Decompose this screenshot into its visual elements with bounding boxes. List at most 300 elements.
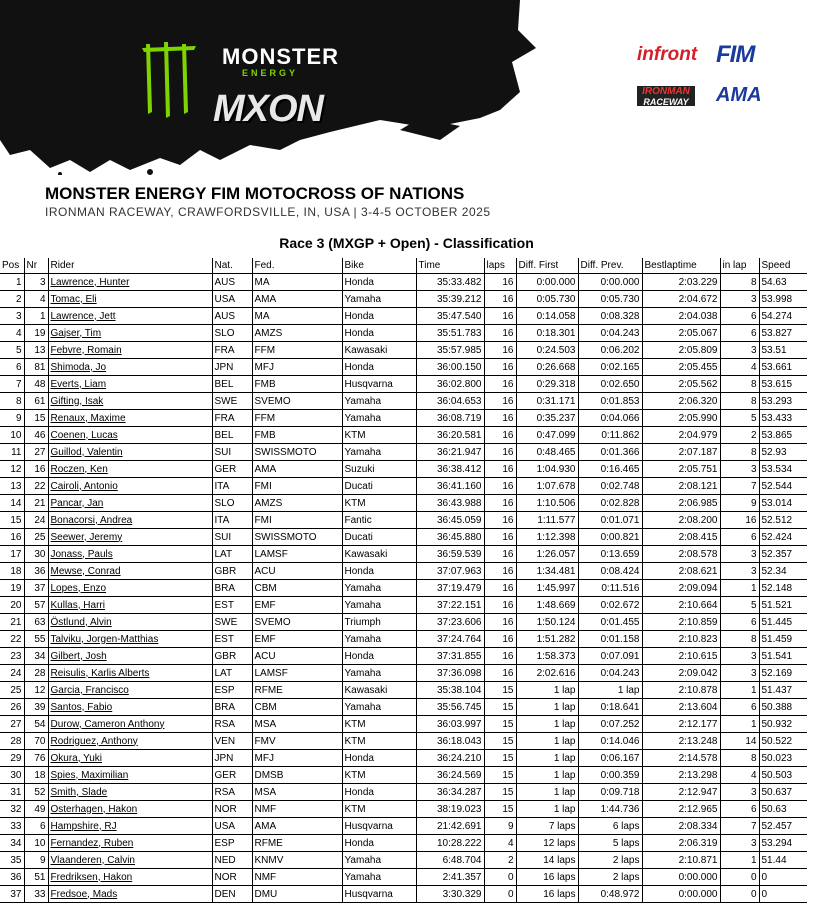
cell-laps: 16 bbox=[484, 614, 516, 631]
cell-in-lap: 3 bbox=[720, 461, 759, 478]
cell-diff-prev: 0:02.650 bbox=[578, 376, 642, 393]
table-row bbox=[0, 274, 807, 291]
cell-rider[interactable]: Fredriksen, Hakon bbox=[48, 869, 212, 886]
cell-diff-prev: 0:13.659 bbox=[578, 546, 642, 563]
cell-laps: 15 bbox=[484, 784, 516, 801]
cell-best-lap: 2:10.871 bbox=[642, 852, 720, 869]
cell-rider[interactable]: Febvre, Romain bbox=[48, 342, 212, 359]
cell-rider[interactable]: Fredsoe, Mads bbox=[48, 886, 212, 903]
cell-laps: 15 bbox=[484, 699, 516, 716]
cell-time: 37:19.479 bbox=[416, 580, 484, 597]
cell-bike: Triumph bbox=[342, 614, 416, 631]
cell-nat: ITA bbox=[212, 478, 252, 495]
col-header: Pos bbox=[0, 258, 24, 274]
cell-fed: AMZS bbox=[252, 495, 342, 512]
table-row bbox=[0, 376, 807, 393]
cell-rider[interactable]: Lawrence, Hunter bbox=[48, 274, 212, 291]
cell-best-lap: 2:05.809 bbox=[642, 342, 720, 359]
cell-nr: 37 bbox=[24, 580, 48, 597]
cell-best-lap: 2:13.248 bbox=[642, 733, 720, 750]
cell-rider[interactable]: Seewer, Jeremy bbox=[48, 529, 212, 546]
cell-diff-prev: 0:11.516 bbox=[578, 580, 642, 597]
cell-bike: Honda bbox=[342, 835, 416, 852]
cell-rider[interactable]: Fernandez, Ruben bbox=[48, 835, 212, 852]
cell-rider[interactable]: Gajser, Tim bbox=[48, 325, 212, 342]
cell-speed: 53.534 bbox=[759, 461, 807, 478]
cell-in-lap: 8 bbox=[720, 274, 759, 291]
cell-speed: 50.388 bbox=[759, 699, 807, 716]
results-table bbox=[0, 258, 807, 903]
cell-laps: 16 bbox=[484, 597, 516, 614]
cell-time: 36:04.653 bbox=[416, 393, 484, 410]
cell-time: 37:31.855 bbox=[416, 648, 484, 665]
cell-nr: 81 bbox=[24, 359, 48, 376]
cell-pos: 12 bbox=[0, 461, 24, 478]
cell-best-lap: 2:06.320 bbox=[642, 393, 720, 410]
cell-nr: 9 bbox=[24, 852, 48, 869]
cell-bike: Yamaha bbox=[342, 869, 416, 886]
cell-best-lap: 2:05.067 bbox=[642, 325, 720, 342]
cell-rider[interactable]: Talviku, Jorgen-Matthias bbox=[48, 631, 212, 648]
cell-pos: 21 bbox=[0, 614, 24, 631]
cell-laps: 16 bbox=[484, 444, 516, 461]
cell-bike: Yamaha bbox=[342, 393, 416, 410]
cell-bike: KTM bbox=[342, 495, 416, 512]
cell-nr: 48 bbox=[24, 376, 48, 393]
cell-time: 36:45.880 bbox=[416, 529, 484, 546]
cell-nat: GER bbox=[212, 461, 252, 478]
cell-pos: 6 bbox=[0, 359, 24, 376]
cell-diff-first: 0:18.301 bbox=[516, 325, 578, 342]
cell-speed: 53.014 bbox=[759, 495, 807, 512]
cell-time: 36:03.997 bbox=[416, 716, 484, 733]
cell-bike: Ducati bbox=[342, 478, 416, 495]
cell-speed: 50.932 bbox=[759, 716, 807, 733]
cell-bike: Husqvarna bbox=[342, 376, 416, 393]
cell-in-lap: 8 bbox=[720, 444, 759, 461]
cell-in-lap: 3 bbox=[720, 342, 759, 359]
cell-bike: Kawasaki bbox=[342, 342, 416, 359]
cell-rider[interactable]: Coenen, Lucas bbox=[48, 427, 212, 444]
cell-diff-first: 1 lap bbox=[516, 716, 578, 733]
cell-nat: NOR bbox=[212, 801, 252, 818]
cell-pos: 8 bbox=[0, 393, 24, 410]
cell-diff-prev: 0:06.202 bbox=[578, 342, 642, 359]
cell-diff-prev: 0:06.167 bbox=[578, 750, 642, 767]
cell-best-lap: 2:13.298 bbox=[642, 767, 720, 784]
race-title: Race 3 (MXGP + Open) - Classification bbox=[279, 235, 534, 251]
cell-nat: AUS bbox=[212, 274, 252, 291]
cell-laps: 0 bbox=[484, 886, 516, 903]
cell-pos: 24 bbox=[0, 665, 24, 682]
cell-time: 37:36.098 bbox=[416, 665, 484, 682]
cell-in-lap: 5 bbox=[720, 410, 759, 427]
cell-fed: NMF bbox=[252, 869, 342, 886]
cell-diff-prev: 0:08.424 bbox=[578, 563, 642, 580]
col-header: Time bbox=[416, 258, 484, 274]
cell-diff-prev: 1:44.736 bbox=[578, 801, 642, 818]
cell-best-lap: 2:08.578 bbox=[642, 546, 720, 563]
cell-fed: MSA bbox=[252, 716, 342, 733]
cell-in-lap: 1 bbox=[720, 682, 759, 699]
cell-rider[interactable]: Durow, Cameron Anthony bbox=[48, 716, 212, 733]
cell-rider[interactable]: Lawrence, Jett bbox=[48, 308, 212, 325]
cell-nr: 10 bbox=[24, 835, 48, 852]
table-row bbox=[0, 699, 807, 716]
cell-best-lap: 2:06.985 bbox=[642, 495, 720, 512]
cell-time: 35:33.482 bbox=[416, 274, 484, 291]
cell-bike: Yamaha bbox=[342, 410, 416, 427]
cell-in-lap: 6 bbox=[720, 325, 759, 342]
cell-time: 35:51.783 bbox=[416, 325, 484, 342]
cell-laps: 16 bbox=[484, 529, 516, 546]
cell-best-lap: 2:05.751 bbox=[642, 461, 720, 478]
cell-rider[interactable]: Hampshire, RJ bbox=[48, 818, 212, 835]
cell-rider[interactable]: Santos, Fabio bbox=[48, 699, 212, 716]
cell-best-lap: 2:08.121 bbox=[642, 478, 720, 495]
cell-rider[interactable]: Smith, Slade bbox=[48, 784, 212, 801]
cell-nat: RSA bbox=[212, 716, 252, 733]
event-subtitle: IRONMAN RACEWAY, CRAWFORDSVILLE, IN, USA | 3-4-5 OCTOBER 2025 bbox=[45, 205, 491, 219]
cell-nr: 33 bbox=[24, 886, 48, 903]
cell-bike: KTM bbox=[342, 801, 416, 818]
cell-nr: 36 bbox=[24, 563, 48, 580]
table-row bbox=[0, 291, 807, 308]
cell-nr: 30 bbox=[24, 546, 48, 563]
cell-rider[interactable]: Lopes, Enzo bbox=[48, 580, 212, 597]
cell-speed: 0 bbox=[759, 886, 807, 903]
cell-nat: GBR bbox=[212, 648, 252, 665]
cell-nat: GER bbox=[212, 767, 252, 784]
table-row bbox=[0, 308, 807, 325]
cell-time: 21:42.691 bbox=[416, 818, 484, 835]
cell-fed: LAMSF bbox=[252, 546, 342, 563]
cell-fed: LAMSF bbox=[252, 665, 342, 682]
cell-rider[interactable]: Renaux, Maxime bbox=[48, 410, 212, 427]
cell-nat: AUS bbox=[212, 308, 252, 325]
cell-speed: 53.827 bbox=[759, 325, 807, 342]
cell-speed: 53.615 bbox=[759, 376, 807, 393]
table-row bbox=[0, 342, 807, 359]
cell-bike: Kawasaki bbox=[342, 546, 416, 563]
cell-fed: FMB bbox=[252, 376, 342, 393]
cell-rider[interactable]: Mewse, Conrad bbox=[48, 563, 212, 580]
cell-laps: 2 bbox=[484, 852, 516, 869]
cell-pos: 27 bbox=[0, 716, 24, 733]
cell-nr: 70 bbox=[24, 733, 48, 750]
cell-rider[interactable]: Gifting, Isak bbox=[48, 393, 212, 410]
cell-time: 35:57.985 bbox=[416, 342, 484, 359]
cell-diff-first: 0:26.668 bbox=[516, 359, 578, 376]
results-body bbox=[0, 274, 807, 903]
cell-diff-prev: 0:48.972 bbox=[578, 886, 642, 903]
cell-pos: 22 bbox=[0, 631, 24, 648]
cell-nat: SLO bbox=[212, 325, 252, 342]
cell-in-lap: 6 bbox=[720, 529, 759, 546]
cell-time: 35:38.104 bbox=[416, 682, 484, 699]
cell-time: 36:18.043 bbox=[416, 733, 484, 750]
cell-speed: 50.522 bbox=[759, 733, 807, 750]
cell-laps: 16 bbox=[484, 648, 516, 665]
cell-diff-first: 1:50.124 bbox=[516, 614, 578, 631]
cell-diff-first: 1 lap bbox=[516, 750, 578, 767]
cell-laps: 15 bbox=[484, 733, 516, 750]
cell-best-lap: 2:10.823 bbox=[642, 631, 720, 648]
cell-nat: EST bbox=[212, 597, 252, 614]
cell-best-lap: 2:06.319 bbox=[642, 835, 720, 852]
cell-in-lap: 7 bbox=[720, 478, 759, 495]
cell-diff-prev: 0:14.046 bbox=[578, 733, 642, 750]
cell-nr: 13 bbox=[24, 342, 48, 359]
cell-best-lap: 2:08.415 bbox=[642, 529, 720, 546]
cell-diff-prev: 0:01.366 bbox=[578, 444, 642, 461]
cell-diff-prev: 0:00.000 bbox=[578, 274, 642, 291]
cell-pos: 11 bbox=[0, 444, 24, 461]
cell-bike: Honda bbox=[342, 750, 416, 767]
cell-laps: 16 bbox=[484, 461, 516, 478]
table-row bbox=[0, 835, 807, 852]
cell-nr: 27 bbox=[24, 444, 48, 461]
cell-bike: KTM bbox=[342, 427, 416, 444]
cell-in-lap: 1 bbox=[720, 852, 759, 869]
cell-diff-first: 0:31.171 bbox=[516, 393, 578, 410]
table-row bbox=[0, 580, 807, 597]
cell-diff-first: 1:58.373 bbox=[516, 648, 578, 665]
col-header: Speed bbox=[759, 258, 807, 274]
cell-laps: 16 bbox=[484, 274, 516, 291]
cell-fed: EMF bbox=[252, 631, 342, 648]
cell-nat: FRA bbox=[212, 410, 252, 427]
cell-pos: 4 bbox=[0, 325, 24, 342]
cell-nat: SUI bbox=[212, 529, 252, 546]
cell-rider[interactable]: Garcia, Francisco bbox=[48, 682, 212, 699]
cell-best-lap: 2:05.562 bbox=[642, 376, 720, 393]
cell-bike: Ducati bbox=[342, 529, 416, 546]
cell-pos: 37 bbox=[0, 886, 24, 903]
cell-bike: Fantic bbox=[342, 512, 416, 529]
cell-diff-first: 0:29.318 bbox=[516, 376, 578, 393]
ironman-logo-bottom: RACEWAY bbox=[643, 97, 689, 107]
cell-bike: Yamaha bbox=[342, 291, 416, 308]
cell-pos: 28 bbox=[0, 733, 24, 750]
cell-diff-prev: 0:02.672 bbox=[578, 597, 642, 614]
cell-diff-first: 0:47.099 bbox=[516, 427, 578, 444]
cell-speed: 51.521 bbox=[759, 597, 807, 614]
cell-rider[interactable]: Vlaanderen, Calvin bbox=[48, 852, 212, 869]
cell-in-lap: 4 bbox=[720, 359, 759, 376]
cell-fed: FMI bbox=[252, 478, 342, 495]
cell-nat: BEL bbox=[212, 427, 252, 444]
cell-best-lap: 2:12.177 bbox=[642, 716, 720, 733]
cell-best-lap: 2:09.094 bbox=[642, 580, 720, 597]
cell-best-lap: 2:10.615 bbox=[642, 648, 720, 665]
cell-fed: FMV bbox=[252, 733, 342, 750]
cell-rider[interactable]: Cairoli, Antonio bbox=[48, 478, 212, 495]
cell-nat: SWE bbox=[212, 393, 252, 410]
col-header: Fed. bbox=[252, 258, 342, 274]
cell-rider[interactable]: Pancar, Jan bbox=[48, 495, 212, 512]
table-row bbox=[0, 393, 807, 410]
cell-fed: AMA bbox=[252, 461, 342, 478]
table-row bbox=[0, 665, 807, 682]
cell-rider[interactable]: Bonacorsi, Andrea bbox=[48, 512, 212, 529]
cell-diff-prev: 0:07.252 bbox=[578, 716, 642, 733]
cell-time: 36:34.287 bbox=[416, 784, 484, 801]
cell-in-lap: 16 bbox=[720, 512, 759, 529]
infront-logo: infront bbox=[637, 44, 698, 65]
cell-speed: 51.44 bbox=[759, 852, 807, 869]
table-row bbox=[0, 614, 807, 631]
cell-nat: GBR bbox=[212, 563, 252, 580]
cell-best-lap: 2:05.455 bbox=[642, 359, 720, 376]
cell-nat: SLO bbox=[212, 495, 252, 512]
cell-rider[interactable]: Tomac, Eli bbox=[48, 291, 212, 308]
table-row bbox=[0, 852, 807, 869]
col-header: Bestlaptime bbox=[642, 258, 720, 274]
cell-diff-prev: 0:01.455 bbox=[578, 614, 642, 631]
cell-rider[interactable]: Rodriguez, Anthony bbox=[48, 733, 212, 750]
cell-diff-prev: 0:01.853 bbox=[578, 393, 642, 410]
cell-in-lap: 3 bbox=[720, 835, 759, 852]
cell-diff-first: 0:48.465 bbox=[516, 444, 578, 461]
cell-best-lap: 2:03.229 bbox=[642, 274, 720, 291]
cell-diff-prev: 0:18.641 bbox=[578, 699, 642, 716]
table-row bbox=[0, 767, 807, 784]
cell-rider[interactable]: Jonass, Pauls bbox=[48, 546, 212, 563]
cell-in-lap: 0 bbox=[720, 869, 759, 886]
cell-time: 35:56.745 bbox=[416, 699, 484, 716]
cell-nr: 46 bbox=[24, 427, 48, 444]
cell-time: 36:43.988 bbox=[416, 495, 484, 512]
cell-rider[interactable]: Shimoda, Jo bbox=[48, 359, 212, 376]
cell-in-lap: 1 bbox=[720, 716, 759, 733]
cell-bike: Yamaha bbox=[342, 665, 416, 682]
cell-best-lap: 2:09.042 bbox=[642, 665, 720, 682]
cell-laps: 16 bbox=[484, 325, 516, 342]
cell-time: 37:24.764 bbox=[416, 631, 484, 648]
table-row bbox=[0, 631, 807, 648]
table-row bbox=[0, 682, 807, 699]
cell-bike: Honda bbox=[342, 648, 416, 665]
cell-fed: DMU bbox=[252, 886, 342, 903]
cell-nat: SUI bbox=[212, 444, 252, 461]
cell-nat: EST bbox=[212, 631, 252, 648]
cell-fed: SWISSMOTO bbox=[252, 529, 342, 546]
cell-nr: 24 bbox=[24, 512, 48, 529]
cell-laps: 16 bbox=[484, 410, 516, 427]
cell-in-lap: 6 bbox=[720, 801, 759, 818]
cell-speed: 50.023 bbox=[759, 750, 807, 767]
cell-bike: Honda bbox=[342, 359, 416, 376]
cell-in-lap: 14 bbox=[720, 733, 759, 750]
cell-pos: 3 bbox=[0, 308, 24, 325]
cell-nr: 39 bbox=[24, 699, 48, 716]
cell-fed: KNMV bbox=[252, 852, 342, 869]
cell-bike: Honda bbox=[342, 563, 416, 580]
cell-nr: 76 bbox=[24, 750, 48, 767]
cell-speed: 53.51 bbox=[759, 342, 807, 359]
cell-diff-first: 1:10.506 bbox=[516, 495, 578, 512]
table-row bbox=[0, 784, 807, 801]
cell-rider[interactable]: Östlund, Alvin bbox=[48, 614, 212, 631]
cell-nr: 4 bbox=[24, 291, 48, 308]
table-row bbox=[0, 427, 807, 444]
cell-time: 36:24.569 bbox=[416, 767, 484, 784]
cell-rider[interactable]: Spies, Maximilian bbox=[48, 767, 212, 784]
cell-diff-first: 1 lap bbox=[516, 733, 578, 750]
cell-fed: AMA bbox=[252, 818, 342, 835]
cell-diff-prev: 0:00.359 bbox=[578, 767, 642, 784]
cell-laps: 16 bbox=[484, 478, 516, 495]
cell-rider[interactable]: Reisulis, Karlis Alberts bbox=[48, 665, 212, 682]
cell-rider[interactable]: Okura, Yuki bbox=[48, 750, 212, 767]
cell-rider[interactable]: Gilbert, Josh bbox=[48, 648, 212, 665]
cell-fed: RFME bbox=[252, 682, 342, 699]
cell-diff-first: 0:05.730 bbox=[516, 291, 578, 308]
table-row bbox=[0, 512, 807, 529]
cell-nat: DEN bbox=[212, 886, 252, 903]
cell-rider[interactable]: Guillod, Valentin bbox=[48, 444, 212, 461]
cell-nr: 28 bbox=[24, 665, 48, 682]
cell-diff-first: 1:07.678 bbox=[516, 478, 578, 495]
cell-rider[interactable]: Osterhagen, Hakon bbox=[48, 801, 212, 818]
cell-pos: 20 bbox=[0, 597, 24, 614]
cell-diff-prev: 2 laps bbox=[578, 869, 642, 886]
cell-laps: 16 bbox=[484, 342, 516, 359]
cell-best-lap: 2:04.672 bbox=[642, 291, 720, 308]
cell-speed: 52.34 bbox=[759, 563, 807, 580]
cell-fed: MFJ bbox=[252, 750, 342, 767]
cell-in-lap: 3 bbox=[720, 291, 759, 308]
cell-diff-first: 1:11.577 bbox=[516, 512, 578, 529]
cell-in-lap: 9 bbox=[720, 495, 759, 512]
cell-laps: 16 bbox=[484, 359, 516, 376]
cell-diff-prev: 1 lap bbox=[578, 682, 642, 699]
cell-bike: Honda bbox=[342, 308, 416, 325]
cell-fed: CBM bbox=[252, 580, 342, 597]
cell-fed: DMSB bbox=[252, 767, 342, 784]
cell-nat: ITA bbox=[212, 512, 252, 529]
col-header: Diff. Prev. bbox=[578, 258, 642, 274]
table-row bbox=[0, 750, 807, 767]
cell-nr: 1 bbox=[24, 308, 48, 325]
cell-nr: 19 bbox=[24, 325, 48, 342]
cell-nat: USA bbox=[212, 291, 252, 308]
cell-in-lap: 6 bbox=[720, 614, 759, 631]
mxon-logo: MXON bbox=[213, 88, 323, 130]
cell-fed: RFME bbox=[252, 835, 342, 852]
cell-pos: 32 bbox=[0, 801, 24, 818]
cell-speed: 53.661 bbox=[759, 359, 807, 376]
cell-diff-prev: 0:07.091 bbox=[578, 648, 642, 665]
cell-fed: MA bbox=[252, 308, 342, 325]
cell-fed: FFM bbox=[252, 410, 342, 427]
table-row bbox=[0, 733, 807, 750]
table-row bbox=[0, 597, 807, 614]
cell-best-lap: 2:10.878 bbox=[642, 682, 720, 699]
cell-fed: SWISSMOTO bbox=[252, 444, 342, 461]
cell-rider[interactable]: Roczen, Ken bbox=[48, 461, 212, 478]
cell-rider[interactable]: Kullas, Harri bbox=[48, 597, 212, 614]
cell-rider[interactable]: Everts, Liam bbox=[48, 376, 212, 393]
cell-nr: 25 bbox=[24, 529, 48, 546]
cell-nat: JPN bbox=[212, 359, 252, 376]
cell-speed: 52.169 bbox=[759, 665, 807, 682]
cell-speed: 52.457 bbox=[759, 818, 807, 835]
cell-fed: MA bbox=[252, 274, 342, 291]
cell-time: 36:21.947 bbox=[416, 444, 484, 461]
cell-speed: 52.357 bbox=[759, 546, 807, 563]
